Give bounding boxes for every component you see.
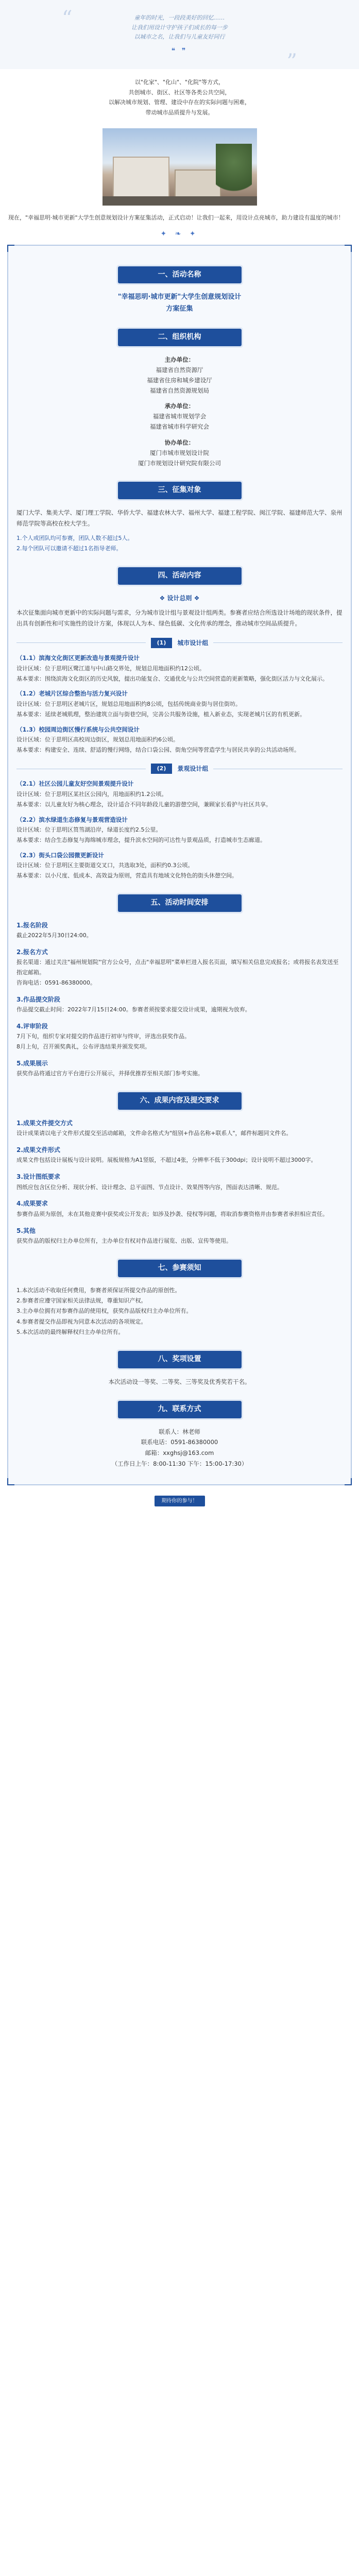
group-tag [16,764,343,774]
submission-heading: 3.设计图纸要求 [16,1173,60,1181]
notice-item: 4.参赛者提交作品即视为同意本次活动的各项规定。 [16,1318,147,1325]
activity-title: "幸福思明·城市更新"大学生创意规划设计 [117,293,242,301]
group-number: (1) [151,638,173,649]
notice-item: 3.主办单位拥有对参赛作品的使用权，获奖作品版权归主办单位所有。 [16,1308,192,1315]
activity-subtitle: 方案征集 [166,305,193,313]
item-requirement: 基本要求：以小尺度、低成本、高效益为原则，营造具有地域文化特色的街头休憩空间。 [16,872,237,879]
submission-heading: 4.成果要求 [16,1200,48,1208]
step-line: 报名渠道：通过关注"福州规划院"官方公众号，点击"幸福思明"菜单栏进入报名页面，填写相关信息完成报名；或将报名表发送至指定邮箱。 [16,959,339,976]
organizer-item: 福建省城市科学研究会 [150,423,209,431]
co-organizer-item: 厦门市城市规划设计院 [150,449,209,456]
group-tag [16,638,343,649]
host-item: 福建省自然资源规划局 [150,387,209,395]
section-title: 六、成果内容及提交要求 [118,1092,242,1110]
host-item: 福建省住房和城乡建设厅 [147,376,212,384]
section-title: 四、活动内容 [118,567,242,585]
submission-text: 图纸应包含区位分析、现状分析、设计理念、总平面图、节点设计、效果图等内容，图面表达清晰、规范。 [16,1183,283,1191]
hero-section [0,0,359,74]
corner-deco [7,1478,14,1485]
section-banner [16,482,343,499]
section-title: 三、征集对象 [118,482,242,499]
main-card [7,245,352,1486]
eligibility-note: 2.每个团队可以邀请不超过1名指导老师。 [16,545,122,552]
quote-deco: ❝ ❞ [171,47,188,56]
hero-line: 童年的时光，一段段美好的回忆…… [134,14,225,21]
group-label: 城市设计组 [177,639,209,647]
step-line: 7月下旬，组织专家对提交的作品进行初审与终审，评选出获奖作品。 [16,1033,190,1040]
item-requirement: 基本要求：延续老城肌理，整治建筑立面与街巷空间，完善公共服务设施，植入新业态，实现老城片区的有机更新。 [16,710,305,718]
photo-wrap [0,125,359,210]
launch-text: 现在，"幸福思明·城市更新"大学生创意规划设计方案征集活动，正式启动！让我们一起来，用设计点亮城市，助力建设有温度的城市！ [8,214,344,222]
notice-item: 2.参赛者应遵守国家相关法律法规，尊重知识产权。 [16,1297,147,1304]
section-banner [16,1092,343,1110]
city-item [16,653,343,684]
mid-deco-icon: ✦ ❧ ✦ [160,229,199,238]
landscape-item [16,779,343,809]
divider [16,642,146,643]
section-title: 一、活动名称 [118,266,242,284]
contact-line: 邮箱：xxghsj@163.com [145,1449,214,1456]
design-principles-text: 本次征集面向城市更新中的实际问题与需求，分为城市设计组与景观设计组两类。参赛者应结合所选设计场地的现状条件，提出具有创新性和可实施性的设计方案，体现以人为本、绿色低碳、文化传承的理念，推动城市空间品质提升。 [16,609,343,628]
section-banner [16,329,343,346]
design-principles-label: 设计总则 [167,594,192,602]
step-heading: 2.报名方式 [16,948,48,956]
group-label: 景观设计组 [177,765,209,772]
submission-heading: 2.成果文件形式 [16,1146,60,1154]
item-location: 设计区域：位于思明区老城片区，规划总用地面积约8公顷，包括传统商业街与居住街坊。 [16,701,241,707]
submission-item [16,1226,343,1246]
section-title: 九、联系方式 [118,1401,242,1418]
schedule-step [16,1021,343,1052]
submission-heading: 5.其他 [16,1227,36,1234]
eligibility-note: 1.个人或团队均可参赛，团队人数不超过5人。 [16,535,133,542]
hero-line: 以城市之名，让我们与儿童友好同行 [134,33,225,41]
footer-label: 期待你的参与！ [155,1496,205,1506]
item-requirement: 基本要求：构建安全、连续、舒适的慢行网络，结合口袋公园、街角空间等营造学生与居民共享的公共活动场所。 [16,746,300,753]
host-item: 福建省自然资源厅 [156,366,203,374]
step-line: 咨询电话：0591-86380000。 [16,979,96,986]
item-location: 设计区域：位于思明区主要街道交叉口，共选取3处，面积约0.3公顷。 [16,862,194,869]
notice-item: 1.本次活动不收取任何费用，参赛者须保证所提交作品的原创性。 [16,1286,181,1294]
city-item [16,689,343,719]
divider [213,642,343,643]
contact-line: 联系电话：0591-86380000 [141,1438,218,1446]
section-banner [16,1260,343,1277]
launch-announcement [0,210,359,227]
landscape-item [16,851,343,881]
notice-list [16,1285,343,1338]
item-heading: （2.3）街头口袋公园微更新设计 [16,851,104,859]
item-location: 设计区域：位于思明区筼筜湖沿岸，绿道长度约2.5公里。 [16,826,162,834]
item-heading: （2.1）社区公园儿童友好空间景观提升设计 [16,780,134,788]
organizer-item: 福建省城市规划学会 [152,413,207,420]
notice-item: 5.本次活动的最终解释权归主办单位所有。 [16,1328,124,1335]
organizer-heading: 承办单位： [164,402,195,410]
item-heading: （2.2）滨水绿道生态修复与景观营造设计 [16,816,128,823]
corner-deco [345,245,352,252]
section-banner [16,894,343,912]
section-title: 七、参赛须知 [118,1260,242,1277]
step-line: 截止2022年5月30日24:00。 [16,932,92,939]
submission-item [16,1118,343,1139]
section-banner [16,1351,343,1368]
section-title: 五、活动时间安排 [118,894,242,912]
submission-text: 成果文件包括设计展板与设计说明。展板规格为A1竖版，不超过4张，分辨率不低于300dpi；设计说明不超过3000字。 [16,1157,317,1164]
item-heading: （1.3）校园周边街区慢行系统与公共空间设计 [16,725,140,733]
step-line: 作品提交截止时间：2022年7月15日24:00。参赛者须按要求提交设计成果，逾期视为放弃。 [16,1006,251,1013]
item-requirement: 基本要求：以儿童友好为核心理念，设计适合不同年龄段儿童的游憩空间，兼顾家长看护与社区共享。 [16,801,271,808]
intro-line: 带动城市品质提升与发展。 [145,109,214,116]
awards-text: 本次活动设一等奖、二等奖、三等奖及优秀奖若干名。 [108,1378,251,1386]
item-heading: （1.2）老城片区综合整治与活力复兴设计 [16,690,128,698]
design-principles-heading: ❖ 设计总则 ❖ [159,594,200,602]
intro-text [0,69,359,125]
city-item [16,725,343,755]
schedule-step [16,1058,343,1079]
section-banner [16,567,343,585]
open-quote-icon: “ [62,7,73,30]
item-location: 设计区域：位于思明区高校周边街区，规划总用地面积约6公顷。 [16,736,179,743]
section-title: 八、奖项设置 [118,1351,242,1368]
section-banner [16,266,343,284]
item-location: 设计区域：位于思明区鹭江道与中山路交界处，规划总用地面积约12公顷。 [16,665,205,672]
step-heading: 4.评审阶段 [16,1022,48,1030]
submission-text: 设计成果请以电子文件形式提交至活动邮箱，文件命名格式为"组别+作品名称+联系人"，邮件标题同文件名。 [16,1130,292,1137]
contact-info [16,1427,343,1469]
corner-deco [7,245,14,252]
intro-line: 以解决城市规划、管理、建设中存在的实际问题与困难， [109,99,250,106]
item-requirement: 基本要求：围绕滨海文化街区的历史风貌，提出功能复合、交通优化与公共空间营造的更新策略，强化街区活力与文化展示。 [16,675,328,682]
intro-line: 共创城市、街区、社区等各类公共空间， [128,89,231,96]
close-quote-icon: ” [286,50,297,74]
group-number: (2) [151,764,173,774]
step-line: 8月上旬，召开颁奖典礼，公布评选结果并颁发奖项。 [16,1043,150,1050]
section-title: 二、组织机构 [118,329,242,346]
host-heading: 主办单位： [164,355,195,363]
contact-line: 联系人：林老师 [159,1428,200,1435]
schedule-step [16,920,343,941]
co-organizer-heading: 协办单位： [164,438,195,446]
intro-line: 以"化家"、"化山"、"化院"等方式， [134,78,225,86]
item-requirement: 基本要求：结合生态修复与海绵城市理念，提升滨水空间的可达性与景观品质，打造城市生态廊道。 [16,836,266,843]
item-location: 设计区域：位于思明区某社区公园内，用地面积约1.2公顷。 [16,790,167,798]
step-heading: 3.作品提交阶段 [16,995,60,1003]
organizers [16,354,343,468]
hero-line: 让我们用设计守护孩子们成长的每一步 [131,24,228,31]
item-heading: （1.1）滨海文化街区更新改造与景观提升设计 [16,654,140,662]
street-shape [102,196,257,206]
schedule-step [16,994,343,1015]
landscape-item [16,815,343,845]
section-banner [16,1401,343,1418]
submission-item [16,1145,343,1165]
co-organizer-item: 厦门市规划设计研究院有限公司 [138,459,221,467]
step-line: 获奖作品将通过官方平台进行公开展示，并择优推荐至相关部门参考实施。 [16,1070,203,1077]
submission-item [16,1198,343,1219]
contact-hours: （工作日上午：8:00-11:30 下午：15:00-17:30） [111,1460,248,1467]
schedule-step [16,947,343,988]
submission-text: 获奖作品的版权归主办单位所有，主办单位有权对作品进行展览、出版、宣传等使用。 [16,1237,232,1244]
submission-item [16,1172,343,1192]
step-heading: 1.报名阶段 [16,921,48,929]
activity-name [16,292,343,315]
eligibility-text: 厦门大学、集美大学、厦门理工学院、华侨大学、福建农林大学、福州大学、福建工程学院、闽江学院、福建师范大学、泉州师范学院等高校在校大学生。 [16,509,343,528]
corner-deco [345,1478,352,1485]
submission-text: 参赛作品须为原创，未在其他竞赛中获奖或公开发表；如涉及抄袭、侵权等问题，将取消参赛资格并由参赛者承担相应责任。 [16,1210,328,1217]
street-photo [102,128,257,206]
submission-heading: 1.成果文件提交方式 [16,1119,73,1127]
footer [0,1496,359,1506]
step-heading: 5.成果展示 [16,1059,48,1067]
